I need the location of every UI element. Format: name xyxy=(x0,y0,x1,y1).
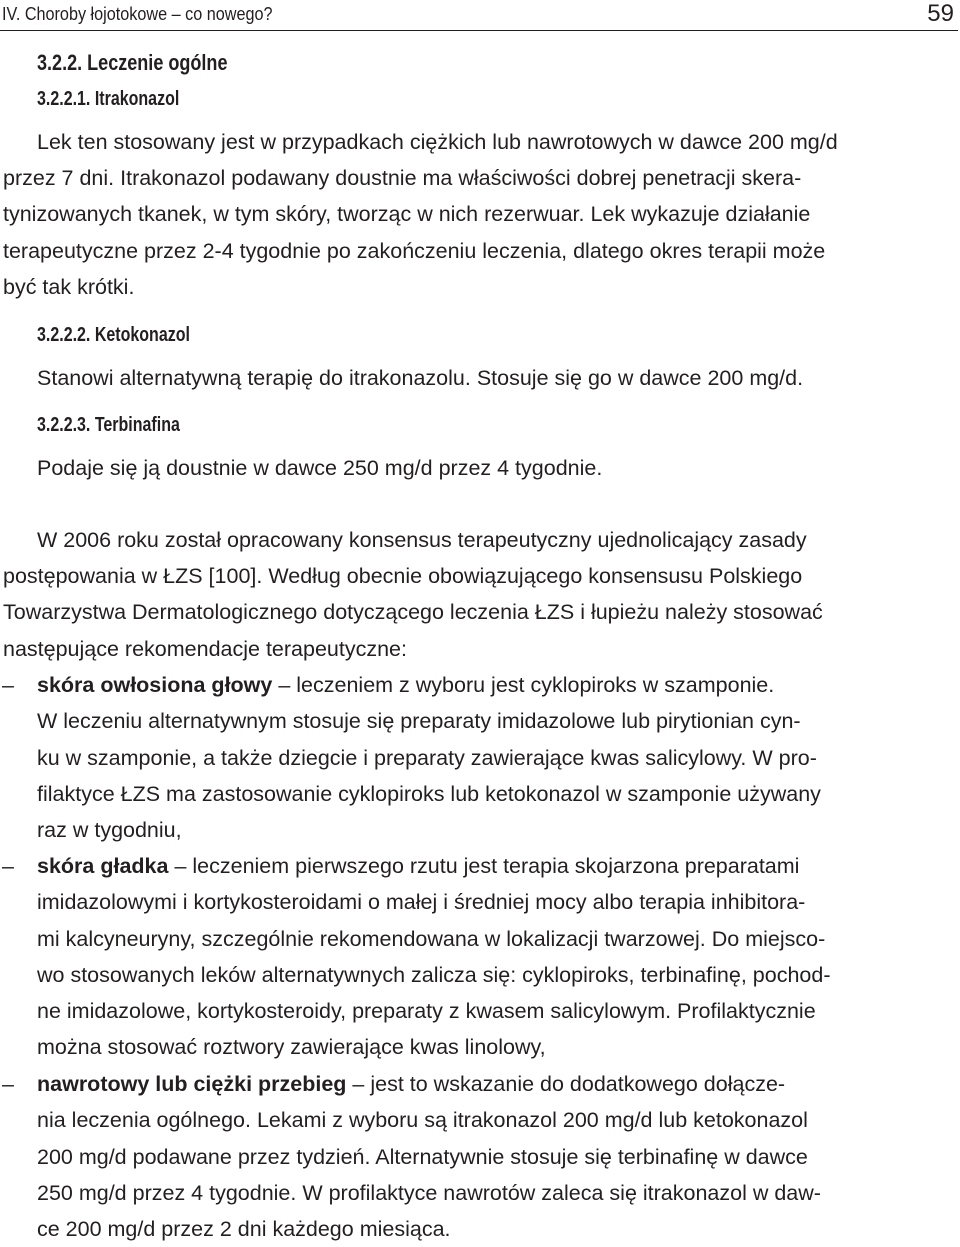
consensus-paragraph-cont xyxy=(3,558,955,667)
terbinafina-paragraph xyxy=(37,450,955,486)
recommendation-line: ne imidazolowe, kortykosteroidy, preparaty z kwasem salicylowym. Profilaktycznie xyxy=(37,999,816,1024)
recommendation-line: mi kalcyneuryny, szczególnie rekomendowana w lokalizacji twarzowej. Do miejsco- xyxy=(37,926,826,951)
recommendation-line: filaktyce ŁZS ma zastosowanie cyklopiroks lub ketokonazol w szamponie używany xyxy=(37,781,821,806)
paragraph-line: następujące rekomendacje terapeutyczne: xyxy=(3,636,407,661)
recommendation-line: ce 200 mg/d przez 2 dni każdego miesiąca. xyxy=(37,1217,451,1242)
recommendation-text: – leczeniem z wyboru jest cyklopiroks w szamponie. xyxy=(278,673,775,697)
paragraph-line: Lek ten stosowany jest w przypadkach ciężkich lub nawrotowych w dawce 200 mg/d xyxy=(37,130,838,154)
paragraph-line: terapeutyczne przez 2-4 tygodnie po zakończeniu leczenia, dlatego okres terapii może xyxy=(3,238,826,263)
itrakonazol-paragraph xyxy=(37,124,955,160)
recommendation-line: W leczeniu alternatywnym stosuje się preparaty imidazolowe lub pirytionian cyn- xyxy=(37,709,801,734)
recommendation-label: nawrotowy lub ciężki przebieg xyxy=(37,1072,347,1096)
paragraph-line: przez 7 dni. Itrakonazol podawany doustnie ma właściwości dobrej penetracji skera- xyxy=(3,166,802,190)
list-dash: – xyxy=(2,673,14,697)
running-head-title: IV. Choroby łojotokowe – co nowego? xyxy=(2,4,273,24)
itrakonazol-heading: 3.2.2.1. Itrakonazol xyxy=(37,88,180,110)
running-head xyxy=(0,0,958,31)
recommendation-line: nia leczenia ogólnego. Lekami z wyboru są itrakonazol 200 mg/d lub ketokonazol xyxy=(37,1108,808,1133)
itrakonazol-paragraph-cont xyxy=(3,160,955,305)
recommendation-line: imidazolowymi i kortykosteroidami o małej i średniej mocy albo terapia inhibitora- xyxy=(37,890,806,915)
recommendation-line: 200 mg/d podawane przez tydzień. Alternatywnie stosuje się terbinafinę w dawce xyxy=(37,1144,808,1169)
terbinafina-heading: 3.2.2.3. Terbinafina xyxy=(37,414,180,436)
section-heading: 3.2.2. Leczenie ogólne xyxy=(37,50,228,75)
list-dash: – xyxy=(2,854,14,878)
recommendation-line: raz w tygodniu, xyxy=(37,818,182,843)
page-number: 59 xyxy=(927,0,954,27)
recommendation-line: 250 mg/d przez 4 tygodnie. W profilaktyce nawrotów zaleca się itrakonazol w daw- xyxy=(37,1180,821,1205)
paragraph-line: Towarzystwa Dermatologicznego dotyczącego leczenia ŁZS i łupieżu należy stosować xyxy=(3,600,823,625)
paragraph-line: W 2006 roku został opracowany konsensus terapeutyczny ujednolicający zasady xyxy=(37,528,807,552)
recommendation-line: można stosować roztwory zawierające kwas linolowy, xyxy=(37,1035,546,1060)
recommendation-label: skóra gładka xyxy=(37,854,169,878)
list-dash: – xyxy=(2,1072,14,1096)
paragraph-line: postępowania w ŁZS [100]. Według obecnie obowiązującego konsensusu Polskiego xyxy=(3,564,803,588)
consensus-paragraph xyxy=(37,522,955,558)
paragraph-line: Stanowi alternatywną terapię do itrakonazolu. Stosuje się go w dawce 200 mg/d. xyxy=(37,366,804,390)
ketokonazol-paragraph xyxy=(37,360,955,396)
recommendation-label: skóra owłosiona głowy xyxy=(37,673,273,697)
recommendation-line: ku w szamponie, a także dziegcie i preparaty zawierające kwas salicylowy. W pro- xyxy=(37,745,817,770)
paragraph-line: być tak krótki. xyxy=(3,274,135,299)
ketokonazol-heading: 3.2.2.2. Ketokonazol xyxy=(37,324,190,346)
recommendation-text: – jest to wskazanie do dodatkowego dołącze- xyxy=(352,1072,786,1096)
paragraph-line: Podaje się ją doustnie w dawce 250 mg/d przez 4 tygodnie. xyxy=(37,456,603,480)
recommendation-text: – leczeniem pierwszego rzutu jest terapia skojarzona preparatami xyxy=(174,854,800,878)
recommendation-line: wo stosowanych leków alternatywnych zalicza się: cyklopiroks, terbinafinę, pochod- xyxy=(37,962,831,987)
paragraph-line: tynizowanych tkanek, w tym skóry, tworząc w nich rezerwuar. Lek wykazuje działanie xyxy=(3,202,811,227)
